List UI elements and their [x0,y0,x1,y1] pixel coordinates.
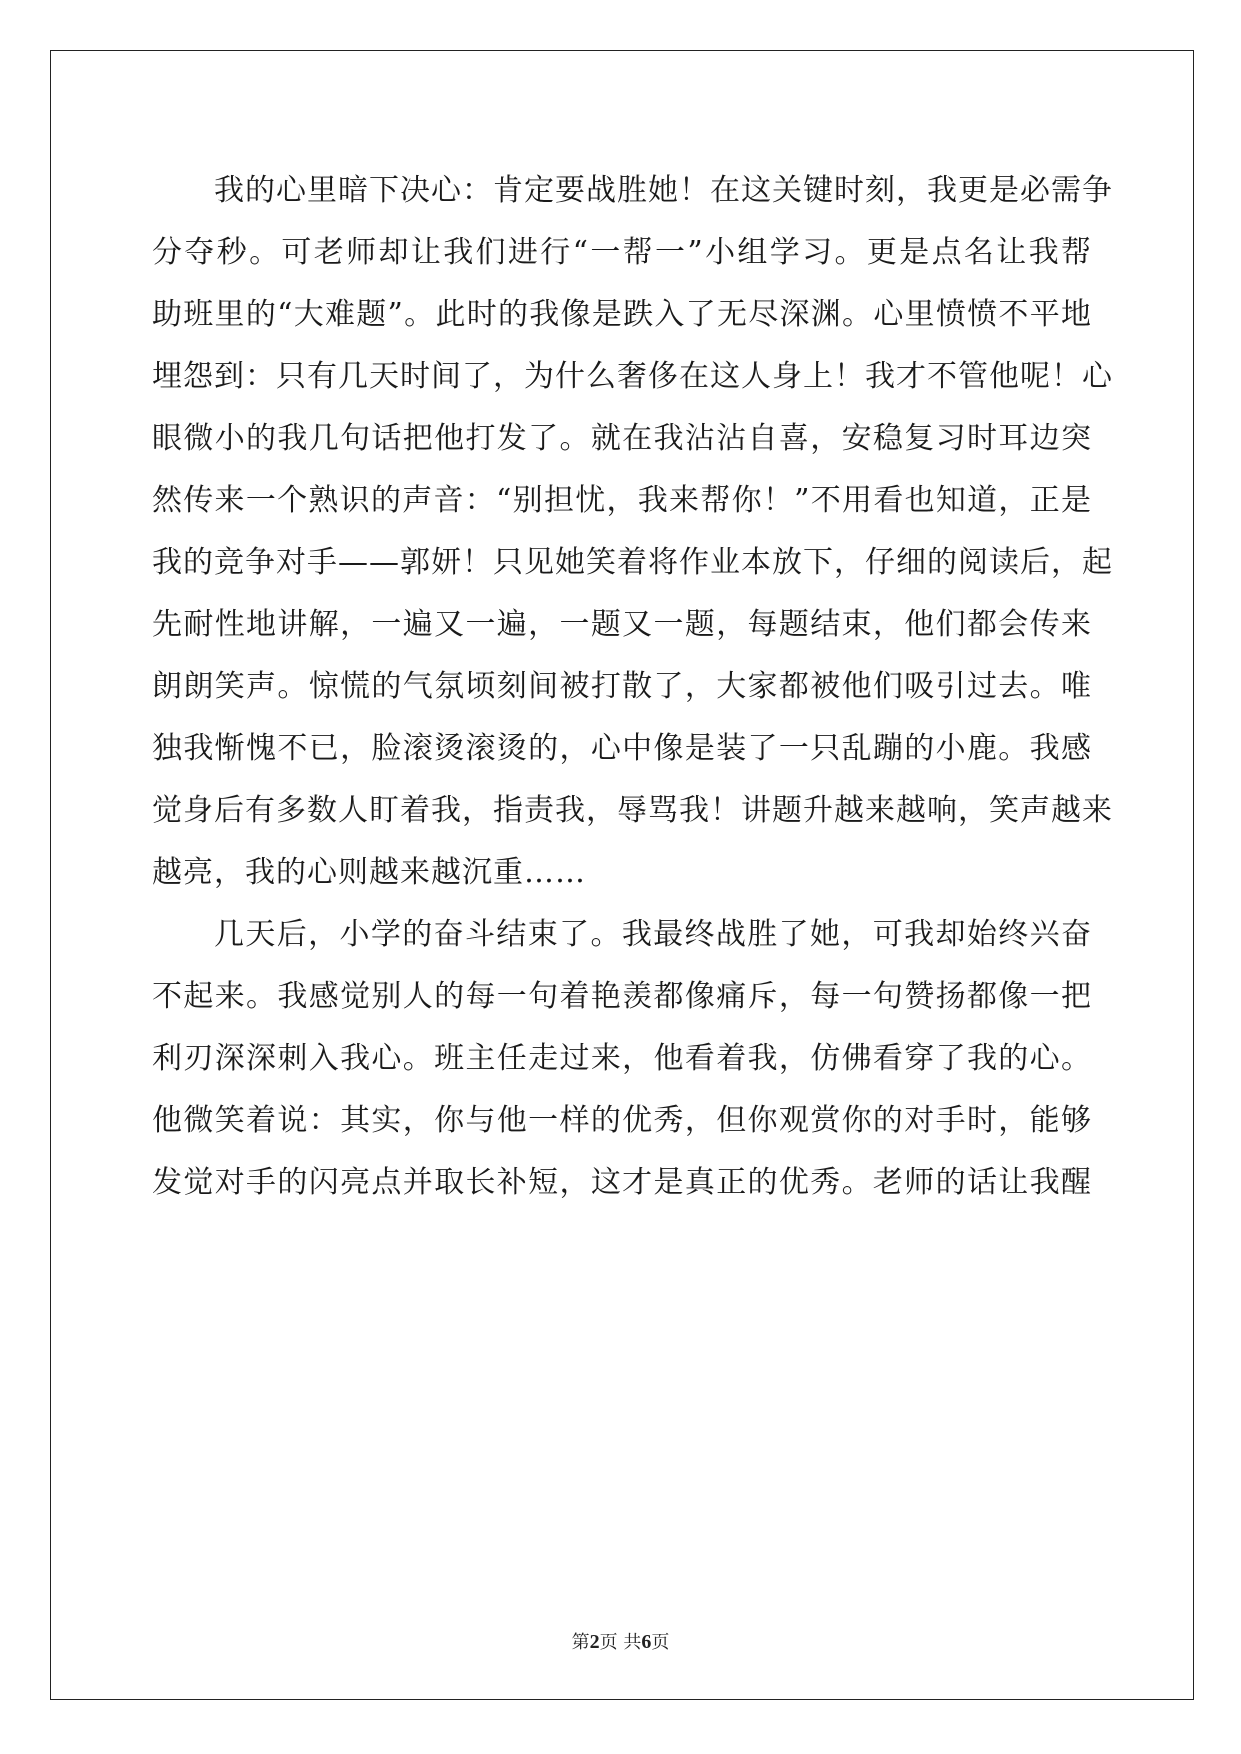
page-mid: 页 共 [599,1632,642,1653]
text-line: 助班里的“大难题”。此时的我像是跌入了无尽深渊。心里愤愤不平地 [152,297,1092,332]
page-current: 2 [589,1631,600,1653]
text-line: 我的心里暗下决心：肯定要战胜她！在这关键时刻，我更是必需争 [214,173,1113,208]
text-line: 然传来一个熟识的声音：“别担忧，我来帮你！”不用看也知道，正是 [152,483,1092,518]
page-footer [0,1628,1241,1654]
text-line: 不起来。我感觉别人的每一句着艳羡都像痛斥，每一句赞扬都像一把 [152,979,1092,1014]
page-prefix: 第 [571,1632,590,1653]
text-line: 眼微小的我几句话把他打发了。就在我沾沾自喜，安稳复习时耳边突 [152,421,1092,456]
text-line: 先耐性地讲解，一遍又一遍，一题又一题，每题结束，他们都会传来 [152,607,1092,642]
text-line: 越亮，我的心则越来越沉重…… [152,855,586,890]
text-line: 他微笑着说：其实，你与他一样的优秀，但你观赏你的对手时，能够 [152,1103,1092,1138]
text-line: 利刃深深刺入我心。班主任走过来，他看着我，仿佛看穿了我的心。 [152,1041,1092,1076]
text-line: 我的竞争对手——郭妍！只见她笑着将作业本放下，仔细的阅读后，起 [152,545,1113,580]
paragraph [152,904,1092,1214]
text-line: 发觉对手的闪亮点并取长补短，这才是真正的优秀。老师的话让我醒 [152,1165,1092,1200]
text-line: 分夺秒。可老师却让我们进行“一帮一”小组学习。更是点名让我帮 [152,235,1092,270]
text-line: 埋怨到：只有几天时间了，为什么奢侈在这人身上！我才不管他呢！心 [152,359,1113,394]
page-total: 6 [641,1631,652,1653]
text-line: 独我惭愧不已，脸滚烫滚烫的，心中像是装了一只乱蹦的小鹿。我感 [152,731,1092,766]
text-line: 朗朗笑声。惊慌的气氛顷刻间被打散了，大家都被他们吸引过去。唯 [152,669,1092,704]
text-line: 觉身后有多数人盯着我，指责我，辱骂我！讲题升越来越响，笑声越来 [152,793,1113,828]
paragraph [152,160,1113,904]
text-line: 几天后，小学的奋斗结束了。我最终战胜了她，可我却始终兴奋 [214,917,1092,952]
document-body [152,160,1113,1214]
page-suffix: 页 [651,1632,670,1653]
